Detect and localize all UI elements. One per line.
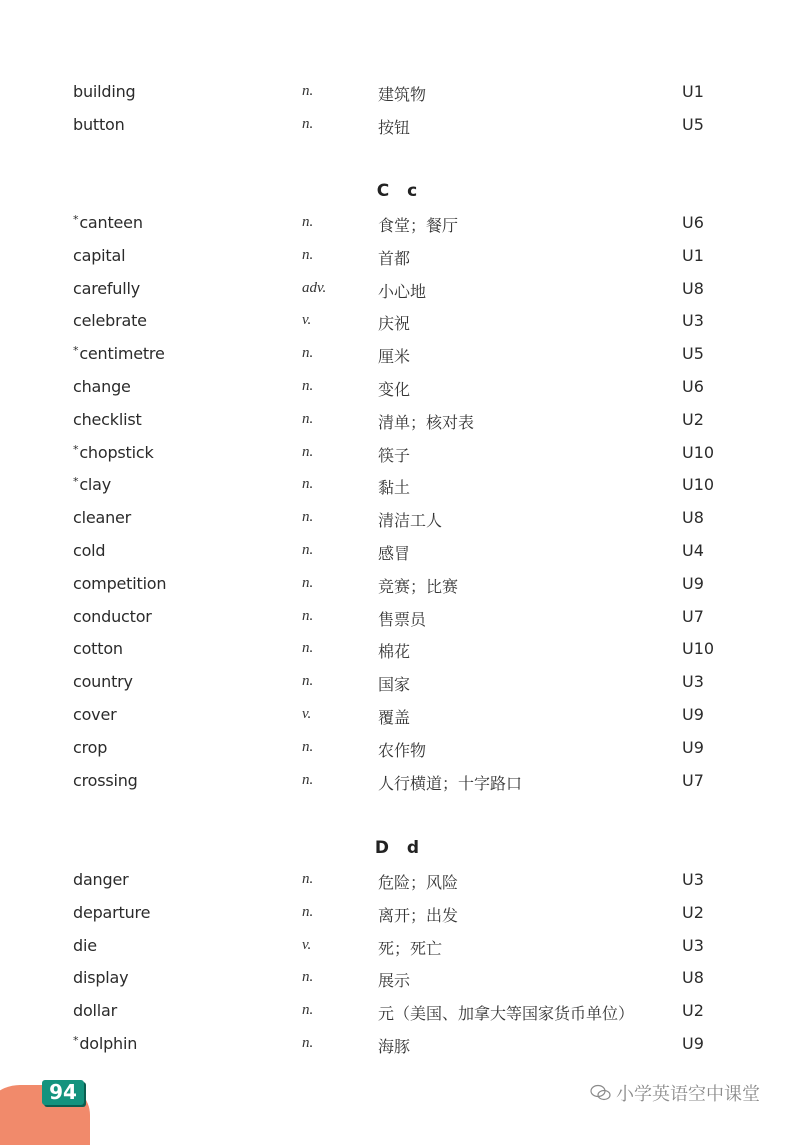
unit-reference: U10 xyxy=(682,475,715,495)
chinese-meaning: 变化 xyxy=(378,380,411,399)
chinese-meaning: 棉花 xyxy=(378,642,411,662)
part-of-speech: n. xyxy=(302,345,314,362)
entry-word-text: capital xyxy=(73,245,126,265)
part-of-speech: n. xyxy=(302,443,314,460)
glossary-entry xyxy=(0,574,800,607)
unit-reference: U9 xyxy=(682,705,704,724)
part-of-speech: v. xyxy=(302,312,312,329)
watermark xyxy=(590,1080,760,1106)
chinese-meaning: 食堂；餐厅 xyxy=(378,216,459,235)
entry-word xyxy=(73,870,128,889)
chinese-meaning: 首都 xyxy=(378,248,411,268)
glossary-entry xyxy=(0,1001,800,1034)
part-of-speech: v. xyxy=(302,706,312,722)
glossary-entry xyxy=(0,475,800,508)
entry-word-text: dollar xyxy=(73,1001,118,1021)
glossary-entry xyxy=(0,443,800,476)
entry-word-text: checklist xyxy=(73,409,142,429)
entry-word xyxy=(73,213,143,232)
glossary-entry xyxy=(0,115,800,148)
part-of-speech: n. xyxy=(302,476,314,493)
entry-word xyxy=(73,574,166,593)
part-of-speech: n. xyxy=(302,771,314,788)
unit-reference: U10 xyxy=(682,442,715,462)
part-of-speech: n. xyxy=(302,738,314,755)
entry-word-text: cover xyxy=(73,705,117,724)
entry-word-text: centimetre xyxy=(79,344,165,364)
unit-reference: U10 xyxy=(682,639,715,659)
unit-reference: U2 xyxy=(682,1001,704,1021)
unit-reference: U3 xyxy=(682,870,704,889)
glossary-entry xyxy=(0,672,800,705)
part-of-speech: n. xyxy=(302,871,314,887)
entry-word xyxy=(73,115,125,134)
unit-reference: U1 xyxy=(682,82,704,101)
entry-word xyxy=(73,607,152,626)
chinese-meaning: 清洁工人 xyxy=(378,511,443,531)
star-marker: * xyxy=(73,1034,79,1047)
glossary-entry xyxy=(0,541,800,574)
part-of-speech: n. xyxy=(302,969,314,986)
entry-word-text: building xyxy=(73,82,136,101)
chinese-meaning: 海豚 xyxy=(378,1037,411,1056)
chinese-meaning: 农作物 xyxy=(378,740,427,760)
unit-reference: U7 xyxy=(682,606,704,626)
entry-word xyxy=(73,410,142,429)
chinese-meaning: 离开；出发 xyxy=(378,905,459,925)
glossary-entry xyxy=(0,607,800,640)
part-of-speech: n. xyxy=(302,115,314,132)
entry-word xyxy=(73,246,125,265)
chinese-meaning: 元（美国、加拿大等国家货币单位） xyxy=(378,1004,635,1024)
part-of-speech: n. xyxy=(302,1035,314,1051)
section-heading: D d xyxy=(374,838,426,858)
chinese-meaning: 厘米 xyxy=(378,347,411,367)
entry-word-text: dolphin xyxy=(79,1034,138,1053)
wechat-icon xyxy=(590,1084,612,1102)
chinese-meaning: 庆祝 xyxy=(378,314,411,334)
entry-word-text: display xyxy=(73,968,129,988)
glossary-entry xyxy=(0,279,800,312)
unit-reference: U9 xyxy=(682,737,704,757)
entry-word xyxy=(73,311,147,330)
entry-word xyxy=(73,1034,137,1053)
entry-word-text: carefully xyxy=(73,278,141,298)
chinese-meaning: 人行横道；十字路口 xyxy=(378,773,523,793)
chinese-meaning: 覆盖 xyxy=(378,708,411,727)
unit-reference: U6 xyxy=(682,377,704,396)
part-of-speech: n. xyxy=(302,246,314,263)
chinese-meaning: 售票员 xyxy=(378,609,427,629)
entry-word xyxy=(73,738,107,757)
part-of-speech: n. xyxy=(302,410,314,427)
entry-word-text: canteen xyxy=(79,213,143,232)
part-of-speech: n. xyxy=(302,542,314,558)
unit-reference: U3 xyxy=(682,935,704,955)
part-of-speech: n. xyxy=(302,509,314,526)
glossary-entry xyxy=(0,936,800,969)
part-of-speech: v. xyxy=(302,936,312,953)
entry-word-text: departure xyxy=(73,902,151,922)
glossary-entry xyxy=(0,344,800,377)
chinese-meaning: 按钮 xyxy=(378,117,411,137)
unit-reference: U1 xyxy=(682,245,704,265)
glossary-entry xyxy=(0,410,800,443)
entry-word-text: die xyxy=(73,935,97,955)
entry-word-text: cleaner xyxy=(73,508,132,528)
unit-reference: U8 xyxy=(682,508,704,528)
glossary-entry xyxy=(0,968,800,1001)
entry-word xyxy=(73,968,128,987)
entry-word xyxy=(73,1001,117,1020)
part-of-speech: n. xyxy=(302,673,314,690)
star-marker: * xyxy=(73,475,79,489)
unit-reference: U5 xyxy=(682,344,704,364)
entry-word-text: country xyxy=(73,672,133,692)
unit-reference: U5 xyxy=(682,114,704,134)
chinese-meaning: 展示 xyxy=(378,971,411,991)
chinese-meaning: 筷子 xyxy=(378,445,411,465)
part-of-speech: n. xyxy=(302,903,314,920)
part-of-speech: n. xyxy=(302,574,314,591)
unit-reference: U8 xyxy=(682,278,704,298)
chinese-meaning: 国家 xyxy=(378,675,411,695)
entry-word xyxy=(73,672,133,691)
entry-word xyxy=(73,82,136,101)
unit-reference: U3 xyxy=(682,311,704,331)
watermark-text: 小学英语空中课堂 xyxy=(616,1084,760,1105)
part-of-speech: n. xyxy=(302,607,314,624)
glossary-entry xyxy=(0,738,800,771)
chinese-meaning: 危险；风险 xyxy=(378,873,459,892)
section-heading: C c xyxy=(376,181,424,201)
entry-word xyxy=(73,475,111,494)
glossary-entry xyxy=(0,377,800,410)
entry-word-text: clay xyxy=(79,475,112,495)
entry-word-text: danger xyxy=(73,870,129,889)
glossary-entry xyxy=(0,639,800,672)
entry-word xyxy=(73,771,138,790)
entry-word xyxy=(73,541,105,560)
star-marker: * xyxy=(73,344,79,358)
unit-reference: U2 xyxy=(682,409,704,429)
entry-word xyxy=(73,705,116,724)
part-of-speech: adv. xyxy=(302,279,327,296)
unit-reference: U9 xyxy=(682,1034,704,1053)
glossary-entry xyxy=(0,771,800,804)
unit-reference: U2 xyxy=(682,902,704,922)
entry-word-text: cotton xyxy=(73,639,123,659)
entry-word-text: chopstick xyxy=(79,442,154,462)
footer-decoration-2 xyxy=(40,1100,90,1140)
glossary-entry xyxy=(0,311,800,344)
unit-reference: U6 xyxy=(682,213,704,232)
part-of-speech: n. xyxy=(302,1002,314,1019)
glossary-entry xyxy=(0,1034,800,1067)
page-number: 94 xyxy=(42,1080,84,1105)
chinese-meaning: 黏土 xyxy=(378,478,411,498)
entry-word-text: button xyxy=(73,114,125,134)
entry-word xyxy=(73,903,150,922)
unit-reference: U7 xyxy=(682,770,704,790)
glossary-entry xyxy=(0,82,800,115)
glossary-entry xyxy=(0,246,800,279)
entry-word xyxy=(73,443,154,462)
unit-reference: U4 xyxy=(682,541,704,560)
entry-word xyxy=(73,508,131,527)
part-of-speech: n. xyxy=(302,640,314,657)
chinese-meaning: 建筑物 xyxy=(378,85,427,104)
chinese-meaning: 小心地 xyxy=(378,281,427,301)
unit-reference: U3 xyxy=(682,672,704,692)
entry-word-text: cold xyxy=(73,541,106,560)
entry-word-text: change xyxy=(73,377,131,396)
part-of-speech: n. xyxy=(302,83,314,99)
glossary-entry xyxy=(0,213,800,246)
entry-word-text: crop xyxy=(73,737,108,757)
entry-word-text: crossing xyxy=(73,770,138,790)
star-marker: * xyxy=(73,442,79,456)
entry-word xyxy=(73,279,140,298)
entry-word xyxy=(73,936,97,955)
entry-word xyxy=(73,377,131,396)
chinese-meaning: 感冒 xyxy=(378,544,411,563)
unit-reference: U9 xyxy=(682,573,704,593)
entry-word-text: competition xyxy=(73,573,167,593)
part-of-speech: n. xyxy=(302,378,314,394)
chinese-meaning: 死；死亡 xyxy=(378,938,443,958)
entry-word-text: conductor xyxy=(73,606,152,626)
glossary-entry xyxy=(0,508,800,541)
entry-word xyxy=(73,639,123,658)
glossary-entry xyxy=(0,705,800,738)
glossary-entry xyxy=(0,903,800,936)
star-marker: * xyxy=(73,213,79,226)
glossary-entry xyxy=(0,870,800,903)
part-of-speech: n. xyxy=(302,214,314,230)
unit-reference: U8 xyxy=(682,968,704,988)
entry-word xyxy=(73,344,165,363)
chinese-meaning: 竞赛；比赛 xyxy=(378,576,459,596)
chinese-meaning: 清单；核对表 xyxy=(378,412,475,432)
entry-word-text: celebrate xyxy=(73,311,147,331)
